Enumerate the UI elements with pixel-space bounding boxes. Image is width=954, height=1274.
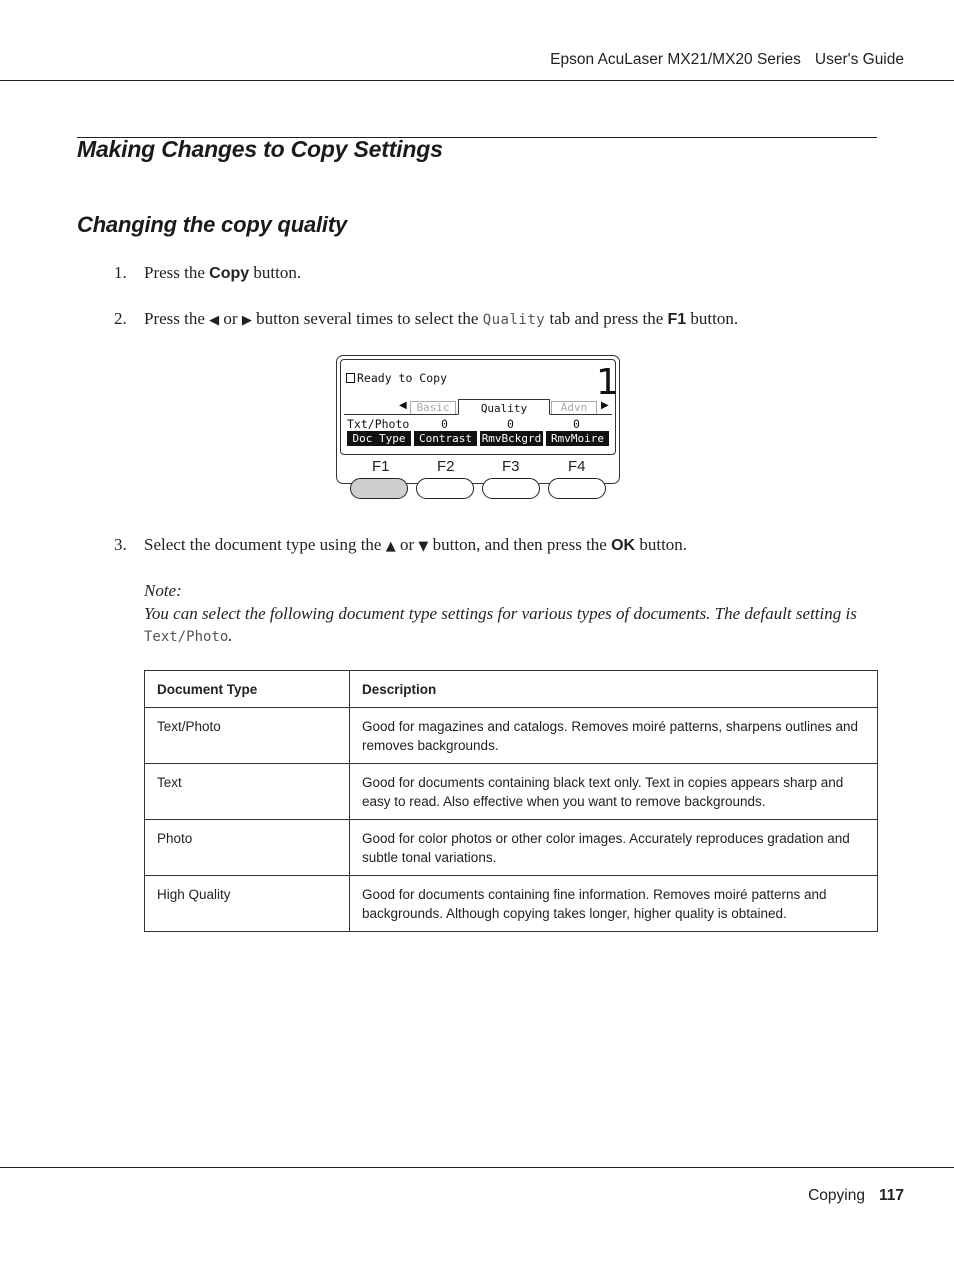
lcd-value-rmvbckgrd: 0 [507, 417, 514, 431]
step-3 [114, 534, 687, 558]
f1-button-name: F1 [667, 311, 687, 328]
lcd-tab-basic: Basic [410, 401, 456, 414]
note-body [144, 603, 874, 648]
lcd-value-doc-type: Txt/Photo [347, 417, 410, 431]
f2-button[interactable] [416, 478, 474, 499]
step-1 [114, 262, 301, 285]
f3-button[interactable] [482, 478, 540, 499]
table-cell-type: Photo [145, 820, 350, 876]
header-guide: User's Guide [814, 51, 904, 68]
table-cell-description: Good for documents containing black text only. Text in copies appears sharp and easy to read. Also effective when you want to remove backgrounds. [350, 764, 878, 820]
page-number: 117 [878, 1187, 904, 1204]
note-end: . [228, 626, 233, 645]
left-arrow-icon: ◀ [209, 313, 220, 328]
step-text: Press the [144, 309, 210, 328]
lcd-value-contrast: 0 [441, 417, 448, 431]
document-icon [346, 373, 355, 383]
f1-button[interactable] [350, 478, 408, 499]
lcd-status [346, 371, 447, 385]
f4-button[interactable] [548, 478, 606, 499]
f2-label: F2 [437, 458, 455, 475]
lcd-tab-quality: Quality [458, 399, 550, 415]
quality-tab-name: Quality [482, 312, 546, 328]
table-cell-type: High Quality [145, 876, 350, 932]
table-header-row [145, 671, 878, 708]
step-text: button several times to select the [251, 309, 483, 328]
step-number: 3. [114, 535, 127, 554]
f3-label: F3 [502, 458, 520, 475]
f1-label: F1 [372, 458, 390, 475]
header-rule [0, 80, 954, 81]
step-text: tab and press the [545, 309, 668, 328]
step-number: 1. [114, 263, 127, 282]
copy-button-name: Copy [209, 265, 250, 282]
footer-chapter: Copying [808, 1187, 865, 1204]
table-row [145, 708, 878, 764]
header-description: Description [350, 671, 878, 708]
step-2 [114, 308, 738, 332]
table-row [145, 876, 878, 932]
document-type-table [144, 670, 878, 932]
step-text: Press the [144, 263, 210, 282]
step-text: or [395, 535, 419, 554]
lcd-copy-count: 1 [596, 362, 619, 403]
note-label: Note: [144, 581, 182, 600]
page-footer [808, 1187, 904, 1205]
step-number: 2. [114, 309, 127, 328]
lcd-function-rmvmoire: RmvMoire [546, 431, 609, 446]
section-title: Making Changes to Copy Settings [77, 136, 443, 162]
subsection-title: Changing the copy quality [77, 212, 348, 237]
step-text: button. [686, 309, 739, 328]
lcd-status-text: Ready to Copy [357, 371, 448, 385]
ok-button-name: OK [611, 537, 636, 554]
step-text: button. [249, 263, 302, 282]
step-text: Select the document type using the [144, 535, 386, 554]
lcd-right-arrow-icon: ▶ [601, 400, 609, 411]
lcd-function-contrast: Contrast [414, 431, 477, 446]
note-default-value: Text/Photo [144, 629, 229, 645]
lcd-function-doc-type: Doc Type [347, 431, 411, 446]
table-row [145, 820, 878, 876]
table-cell-description: Good for documents containing fine information. Removes moiré patterns and backgrounds. Although copying takes longer, higher quality is obtained. [350, 876, 878, 932]
down-arrow-icon: ▼ [418, 539, 429, 554]
header-product: Epson AcuLaser MX21/MX20 Series [550, 51, 801, 68]
step-text: or [219, 309, 242, 328]
table-cell-description: Good for magazines and catalogs. Removes moiré patterns, sharpens outlines and removes backgrounds. [350, 708, 878, 764]
table-cell-description: Good for color photos or other color images. Accurately reproduces gradation and subtle tonal variations. [350, 820, 878, 876]
footer-rule [0, 1167, 954, 1168]
lcd-function-rmvbckgrd: RmvBckgrd [481, 432, 542, 445]
up-arrow-icon: ▲ [385, 539, 396, 554]
lcd-value-rmvmoire: 0 [573, 417, 580, 431]
step-text: button, and then press the [428, 535, 612, 554]
note-text: You can select the following document type settings for various types of documents. The default setting is [144, 604, 857, 623]
table-cell-type: Text/Photo [145, 708, 350, 764]
table-row [145, 764, 878, 820]
right-arrow-icon: ▶ [241, 313, 252, 328]
step-text: button. [635, 535, 688, 554]
header-document-type: Document Type [145, 671, 350, 708]
table-cell-type: Text [145, 764, 350, 820]
lcd-left-arrow-icon: ◀ [399, 400, 407, 411]
f4-label: F4 [568, 458, 586, 475]
lcd-tab-advn: Advn [551, 401, 597, 414]
page-header [550, 51, 904, 69]
